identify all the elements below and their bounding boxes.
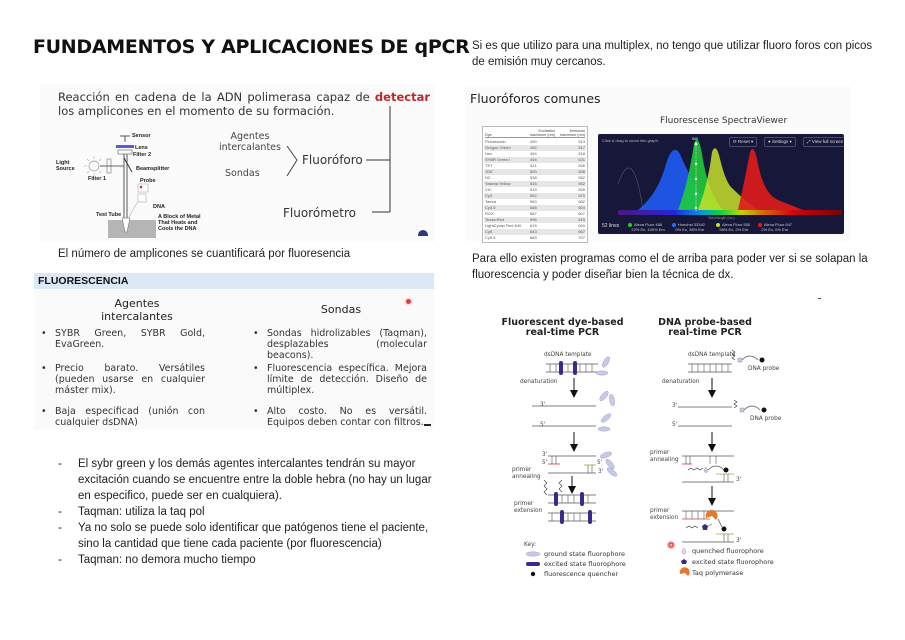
explanation-text: Para ello existen programas como el de arriba para poder ver si se solapan la fluorescencia y poder diseñar bien la técnica de dx. <box>472 253 868 281</box>
label-sensor: Sensor <box>132 133 151 139</box>
label-light-source: Light Source <box>56 160 75 172</box>
label-probe: Probe <box>140 178 156 184</box>
caption-text: El número de amplicones se cuantificará por fluoresencia <box>58 248 351 260</box>
label-5prime: 5' <box>542 460 548 466</box>
heading-text: Reacción en cadena de la ADN polimerasa capaz de <box>58 90 375 104</box>
pcr-diagram <box>500 312 800 592</box>
label-filter1: Filter 1 <box>88 176 107 182</box>
lines-count: 52 lines <box>602 223 620 229</box>
connector-lines-icon <box>360 106 400 216</box>
dye-table-row: Hex 494 518 <box>485 151 585 156</box>
dye-table-row: Texas Red 596 615 <box>485 217 585 222</box>
label-test-tube: Test Tube <box>96 212 122 218</box>
dye-table-row: Cy3 552 570 <box>485 193 585 198</box>
label-dna-probe: DNA probe <box>750 416 782 422</box>
dye-table-row: TET 521 536 <box>485 163 585 168</box>
label-fluoroforo: Fluoróforo <box>302 153 363 167</box>
col1-item: • Precio barato. Versátiles (pueden usarse en cualquier máster mix). <box>41 363 205 396</box>
legend-item[interactable]: Alexa Fluor 647 2% Ex, 0% Em <box>758 222 792 232</box>
label-primer-extension: primer extension <box>514 501 543 514</box>
dye-table-row: Fluorescein 490 513 <box>485 139 585 144</box>
heading-text-end: los amplicones en el momento de su formación. <box>58 104 335 118</box>
label-metal-block: A Block of Metal That Heats and Cools the DNA <box>158 214 201 232</box>
fullscreen-button[interactable]: ⤢ View full screen <box>803 137 844 147</box>
label-denaturation: denaturation <box>662 379 700 385</box>
key-excited-state: excited state fluorophore <box>544 560 626 568</box>
label-3prime: 3' <box>672 403 678 409</box>
label-primer-annealing: primer annealing <box>650 450 679 463</box>
dye-table-row: HC 538 552 <box>485 175 585 180</box>
peak-label: 540 <box>692 137 698 141</box>
page-title: FUNDAMENTOS Y APLICACIONES DE qPCR <box>33 36 470 58</box>
dye-table-row: ROX 587 607 <box>485 211 585 216</box>
dye-table-row: LightCycler Red 640 615 640 <box>485 223 585 228</box>
label-dna: DNA <box>153 204 165 210</box>
label-primer-extension: primer extension <box>650 508 679 521</box>
label-fluorometro: Fluorómetro <box>283 206 356 220</box>
spectra-viewer[interactable] <box>598 134 844 234</box>
key-title: Key: <box>524 542 537 548</box>
note-item: - Taqman: no demora mucho tiempo <box>58 554 256 566</box>
label-beamsplitter: Beamsplitter <box>136 166 170 172</box>
legend-item[interactable]: Alexa Fluor 488 22% Ex, 100% Em <box>628 222 665 232</box>
key-excited-state: excited state fluorophore <box>692 558 774 566</box>
label-sondas: Sondas <box>225 168 260 179</box>
pcr-right-title: DNA probe-based real-time PCR <box>658 317 752 338</box>
spectra-hint: Click & drag to zoom into graph <box>602 138 658 143</box>
pcr-left-title: Fluorescent dye-based real-time PCR <box>501 317 624 338</box>
dye-table-row: Cy3.5 588 604 <box>485 205 585 210</box>
reset-button[interactable]: ⟳ Reset ▾ <box>729 137 757 147</box>
dye-table-row: SYBR Green I 494 521 <box>485 157 585 162</box>
dye-table-row: JOE 520 548 <box>485 169 585 174</box>
intro-text: Si es que utilizo para una multiplex, no tengo que utilizar fluoro foros con picos de emisión muy cercanos. <box>472 40 873 68</box>
label-5prime: 5' <box>672 422 678 428</box>
note-item: - Taqman: utiliza la taq pol <box>58 506 205 518</box>
dye-table-header: Dye Excitation maximum (nm) Emission maximum (nm) <box>485 129 585 137</box>
section-header: FLUORESCENCIA <box>38 275 129 287</box>
pointer-dot-icon <box>406 299 411 304</box>
notes-list <box>58 456 438 568</box>
key-ground-state: ground state fluorophore <box>544 550 626 558</box>
dye-table-row: VIC 533 555 <box>485 187 585 192</box>
label-dna-probe: DNA probe <box>748 366 780 372</box>
label-filter2: Filter 2 <box>133 152 152 158</box>
spectra-viewer-title: Fluorescense SpectraViewer <box>660 116 788 126</box>
label-dsdna-template: dsDNA template <box>544 352 592 358</box>
label-3prime: 3' <box>540 402 546 408</box>
label-denaturation: denaturation <box>520 379 558 385</box>
dye-table-row: Yakima Yellow 526 552 <box>485 181 585 186</box>
col1-item: • Baja especificad (unión con cualquier dsDNA) <box>41 406 205 428</box>
note-item: - El sybr green y los demás agentes intercalantes tendrán su mayor excitación cuando se encuentre entre la doble hebra (no hay un lugar en especifico, puede ser en cualquiera). <box>58 458 432 502</box>
col-title-sondas: Sondas <box>320 303 362 316</box>
col2-item: • Sondas hidrolizables (Taqman), desplazables (molecular beacons). <box>253 328 427 361</box>
page-mark <box>818 298 821 299</box>
dye-table <box>482 126 588 243</box>
label-dsdna-template: dsDNA template <box>688 352 736 358</box>
label-3prime: 3' <box>542 452 548 458</box>
col2-item: • Alto costo. No es versátil. Equipos deben contar con filtros. <box>253 406 427 428</box>
slide-marker <box>424 424 431 426</box>
col1-item: • SYBR Green, SYBR Gold, EvaGreen. <box>41 328 205 350</box>
dye-table-row: Oregon Green 492 517 <box>485 145 585 150</box>
comparison-slide-image <box>34 290 434 430</box>
heading-highlight: detectar <box>374 90 430 104</box>
label-3prime: 3' <box>598 469 604 475</box>
dye-table-row: Cy5 643 667 <box>485 229 585 234</box>
col2-item: • Fluorescencia específica. Mejora límite de detección. Diseño de múltiplex. <box>253 363 427 396</box>
key-taq-polymerase: Taq polymerase <box>692 569 744 577</box>
col-title-agentes: Agentes intercalantes <box>101 297 173 323</box>
label-5prime: 5' <box>540 422 546 428</box>
label-3prime: 3' <box>736 538 742 544</box>
qpcr-slide-image <box>40 84 435 242</box>
label-primer-annealing: primer annealing <box>512 467 541 480</box>
key-quenched: quenched fluorophore <box>692 547 764 555</box>
label-lens: Lens <box>135 145 148 151</box>
key-quencher: fluorescence quencher <box>544 570 619 578</box>
legend-item[interactable]: Alexa Fluor 555 58% Ex, 2% Em <box>716 222 750 232</box>
legend-item[interactable]: Hoechst 33342 0% Ex, 38% Em <box>672 222 705 232</box>
dye-table-row: Tamra 560 582 <box>485 199 585 204</box>
settings-button[interactable]: ● Settings ▾ <box>764 137 796 147</box>
section-header-bar <box>34 273 434 289</box>
note-item: - Ya no solo se puede solo identificar que patógenos tiene el paciente, sino la cantidad que tiene cada paciente (por fluorescencia) <box>58 522 429 550</box>
dye-table-row: Cy5.5 683 707 <box>485 235 585 240</box>
fluorophores-title: Fluoróforos comunes <box>470 91 601 106</box>
label-agentes-intercalantes: Agentes intercalantes <box>219 131 281 153</box>
x-axis-label: Wavelength (nm) <box>708 216 735 220</box>
logo-mark-icon <box>418 230 428 236</box>
label-5prime: 5' <box>597 460 603 466</box>
label-3prime: 3' <box>736 477 742 483</box>
